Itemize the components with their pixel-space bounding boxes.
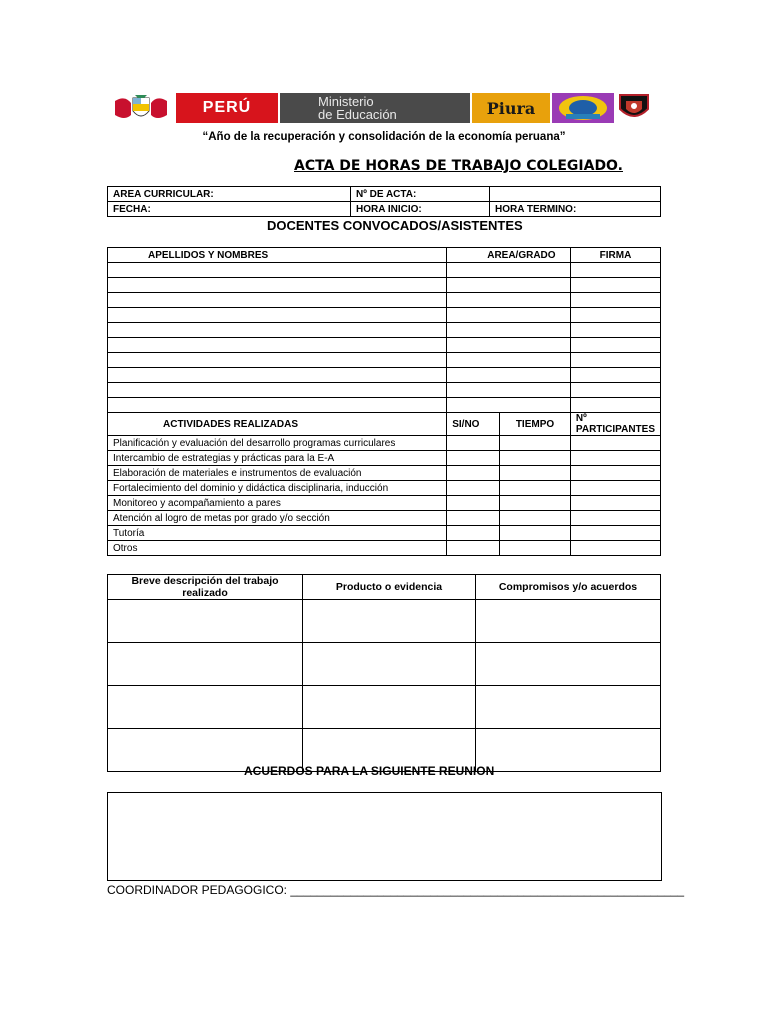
docente-area-cell[interactable] bbox=[447, 338, 571, 353]
participantes-cell[interactable] bbox=[570, 451, 660, 466]
area-curricular-label: AREA CURRICULAR: bbox=[108, 187, 351, 202]
col-participantes: Nº PARTICIPANTES bbox=[570, 413, 660, 436]
tiempo-cell[interactable] bbox=[500, 436, 571, 451]
actividad-row bbox=[108, 466, 661, 481]
actividad-label: Monitoreo y acompañamiento a pares bbox=[108, 496, 447, 511]
docente-name-cell[interactable] bbox=[108, 308, 447, 323]
docente-firma-cell[interactable] bbox=[570, 293, 660, 308]
participantes-cell[interactable] bbox=[570, 541, 660, 556]
compromisos-cell[interactable] bbox=[476, 600, 661, 643]
docente-row bbox=[108, 263, 661, 278]
actividad-label: Tutoría bbox=[108, 526, 447, 541]
docente-row bbox=[108, 338, 661, 353]
docente-area-cell[interactable] bbox=[447, 293, 571, 308]
docente-firma-cell[interactable] bbox=[570, 308, 660, 323]
si-no-cell[interactable] bbox=[447, 511, 500, 526]
descripcion-cell[interactable] bbox=[108, 686, 303, 729]
docente-row bbox=[108, 383, 661, 398]
docente-area-cell[interactable] bbox=[447, 368, 571, 383]
docente-row bbox=[108, 278, 661, 293]
docente-area-cell[interactable] bbox=[447, 278, 571, 293]
hora-inicio-label: HORA INICIO: bbox=[351, 202, 490, 217]
docente-firma-cell[interactable] bbox=[570, 323, 660, 338]
document-title: ACTA DE HORAS DE TRABAJO COLEGIADO. bbox=[294, 158, 623, 174]
tiempo-cell[interactable] bbox=[500, 541, 571, 556]
compromisos-cell[interactable] bbox=[476, 729, 661, 772]
col-apellidos: APELLIDOS Y NOMBRES bbox=[108, 248, 447, 263]
actividad-label: Fortalecimiento del dominio y didáctica disciplinaria, inducción bbox=[108, 481, 447, 496]
docente-name-cell[interactable] bbox=[108, 263, 447, 278]
tiempo-cell[interactable] bbox=[500, 451, 571, 466]
col-si-no: SI/NO bbox=[447, 413, 500, 436]
docente-area-cell[interactable] bbox=[447, 353, 571, 368]
si-no-cell[interactable] bbox=[447, 466, 500, 481]
peru-logo bbox=[176, 93, 278, 123]
motto-text: “Año de la recuperación y consolidación de la economía peruana” bbox=[202, 131, 566, 143]
tiempo-cell[interactable] bbox=[500, 511, 571, 526]
actividad-row bbox=[108, 526, 661, 541]
participantes-cell[interactable] bbox=[570, 511, 660, 526]
producto-cell[interactable] bbox=[303, 643, 476, 686]
descripcion-cell[interactable] bbox=[108, 643, 303, 686]
piura-label: Piura bbox=[486, 98, 536, 118]
ministry-logo bbox=[280, 93, 470, 123]
participantes-cell[interactable] bbox=[570, 466, 660, 481]
si-no-cell[interactable] bbox=[447, 541, 500, 556]
col-descripcion: Breve descripción del trabajo realizado bbox=[108, 575, 303, 600]
si-no-cell[interactable] bbox=[447, 451, 500, 466]
producto-cell[interactable] bbox=[303, 600, 476, 643]
tiempo-cell[interactable] bbox=[500, 481, 571, 496]
tiempo-cell[interactable] bbox=[500, 496, 571, 511]
col-area-grado: AREA/GRADO bbox=[447, 248, 571, 263]
docente-name-cell[interactable] bbox=[108, 278, 447, 293]
institution-crest-icon bbox=[616, 93, 652, 123]
col-producto: Producto o evidencia bbox=[303, 575, 476, 600]
info-table bbox=[107, 186, 661, 217]
ministry-line2: de Educación bbox=[318, 107, 397, 122]
docente-firma-cell[interactable] bbox=[570, 353, 660, 368]
si-no-cell[interactable] bbox=[447, 496, 500, 511]
participantes-cell[interactable] bbox=[570, 496, 660, 511]
docente-firma-cell[interactable] bbox=[570, 383, 660, 398]
docente-name-cell[interactable] bbox=[108, 383, 447, 398]
descripcion-table bbox=[107, 574, 661, 772]
actividad-row bbox=[108, 511, 661, 526]
school-crest-icon bbox=[552, 93, 614, 123]
actividad-row bbox=[108, 451, 661, 466]
actividad-label: Elaboración de materiales e instrumentos de evaluación bbox=[108, 466, 447, 481]
col-actividades: ACTIVIDADES REALIZADAS bbox=[108, 413, 447, 436]
docente-name-cell[interactable] bbox=[108, 323, 447, 338]
docente-name-cell[interactable] bbox=[108, 368, 447, 383]
acuerdos-box[interactable] bbox=[107, 792, 662, 881]
si-no-cell[interactable] bbox=[447, 436, 500, 451]
docente-row bbox=[108, 398, 661, 413]
col-tiempo: TIEMPO bbox=[500, 413, 571, 436]
compromisos-cell[interactable] bbox=[476, 643, 661, 686]
participantes-cell[interactable] bbox=[570, 436, 660, 451]
actividad-row bbox=[108, 541, 661, 556]
actividad-label: Otros bbox=[108, 541, 447, 556]
header-logos bbox=[108, 92, 652, 124]
docente-area-cell[interactable] bbox=[447, 383, 571, 398]
actividad-label: Intercambio de estrategias y prácticas para la E-A bbox=[108, 451, 447, 466]
piura-logo bbox=[472, 93, 550, 123]
numero-acta-value[interactable] bbox=[490, 187, 661, 202]
descripcion-cell[interactable] bbox=[108, 600, 303, 643]
actividad-row bbox=[108, 481, 661, 496]
docente-name-cell[interactable] bbox=[108, 398, 447, 413]
col-firma: FIRMA bbox=[570, 248, 660, 263]
national-shield-icon bbox=[108, 92, 174, 124]
descripcion-row bbox=[108, 686, 661, 729]
fecha-label: FECHA: bbox=[108, 202, 351, 217]
docente-area-cell[interactable] bbox=[447, 398, 571, 413]
col-compromisos: Compromisos y/o acuerdos bbox=[476, 575, 661, 600]
descripcion-row bbox=[108, 643, 661, 686]
hora-termino-label: HORA TERMINO: bbox=[490, 202, 661, 217]
docente-row bbox=[108, 323, 661, 338]
participantes-cell[interactable] bbox=[570, 526, 660, 541]
peru-label: PERÚ bbox=[202, 99, 252, 116]
numero-acta-label: Nº DE ACTA: bbox=[351, 187, 490, 202]
docentes-heading: DOCENTES CONVOCADOS/ASISTENTES bbox=[267, 218, 523, 233]
actividad-label: Planificación y evaluación del desarrollo programas curriculares bbox=[108, 436, 447, 451]
si-no-cell[interactable] bbox=[447, 481, 500, 496]
docente-name-cell[interactable] bbox=[108, 353, 447, 368]
docente-firma-cell[interactable] bbox=[570, 263, 660, 278]
coordinador-line: COORDINADOR PEDAGOGICO: ___________________________________________________________ bbox=[107, 883, 685, 897]
docente-row bbox=[108, 308, 661, 323]
docente-firma-cell[interactable] bbox=[570, 398, 660, 413]
si-no-cell[interactable] bbox=[447, 526, 500, 541]
docente-firma-cell[interactable] bbox=[570, 278, 660, 293]
docentes-table bbox=[107, 247, 661, 556]
docente-area-cell[interactable] bbox=[447, 323, 571, 338]
actividad-row bbox=[108, 436, 661, 451]
docente-area-cell[interactable] bbox=[447, 308, 571, 323]
docente-name-cell[interactable] bbox=[108, 338, 447, 353]
docente-firma-cell[interactable] bbox=[570, 338, 660, 353]
producto-cell[interactable] bbox=[303, 686, 476, 729]
tiempo-cell[interactable] bbox=[500, 526, 571, 541]
descripcion-row bbox=[108, 600, 661, 643]
actividad-row bbox=[108, 496, 661, 511]
ministry-line1: Ministerio bbox=[318, 94, 374, 109]
tiempo-cell[interactable] bbox=[500, 466, 571, 481]
actividad-label: Atención al logro de metas por grado y/o sección bbox=[108, 511, 447, 526]
docente-firma-cell[interactable] bbox=[570, 368, 660, 383]
docente-name-cell[interactable] bbox=[108, 293, 447, 308]
docente-row bbox=[108, 353, 661, 368]
docente-row bbox=[108, 368, 661, 383]
acuerdos-heading: ACUERDOS PARA LA SIGUIENTE REUNION bbox=[244, 764, 495, 778]
docente-area-cell[interactable] bbox=[447, 263, 571, 278]
compromisos-cell[interactable] bbox=[476, 686, 661, 729]
participantes-cell[interactable] bbox=[570, 481, 660, 496]
docente-row bbox=[108, 293, 661, 308]
